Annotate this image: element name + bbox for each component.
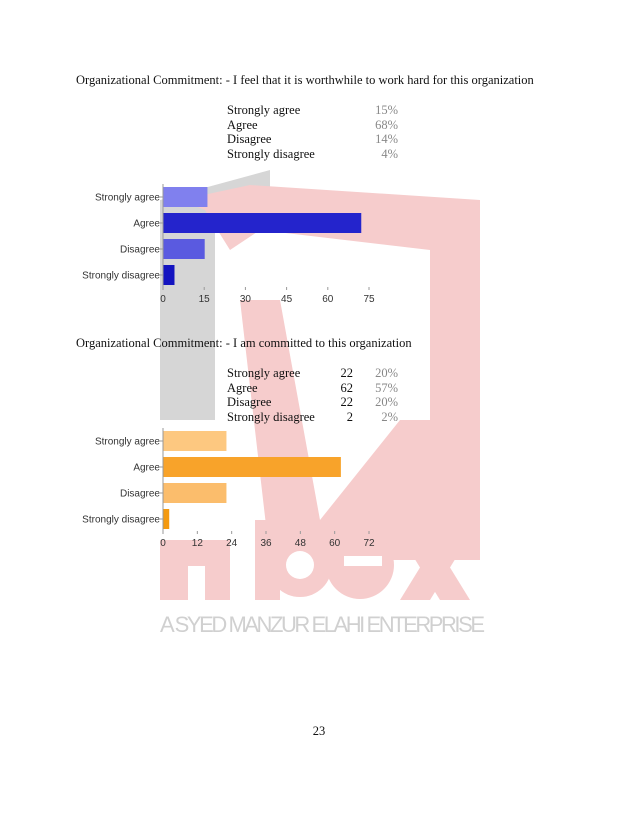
- apex-tagline: A SYED MANZUR ELAHI ENTERPRISE: [160, 612, 485, 637]
- bar: [164, 265, 175, 285]
- x-tick-label: 72: [363, 538, 375, 549]
- x-tick-label: 60: [322, 294, 334, 305]
- row-percent: 2%: [381, 409, 398, 424]
- x-tick-label: 75: [363, 294, 375, 305]
- bar: [164, 213, 362, 233]
- bar: [164, 509, 170, 529]
- bar: [164, 187, 208, 207]
- row-percent: 20%: [375, 395, 398, 409]
- x-tick-label: 48: [294, 538, 306, 549]
- category-label: Agree: [133, 218, 160, 230]
- row-percent: 4%: [381, 146, 398, 161]
- category-label: Strongly agree: [94, 192, 160, 204]
- category-label: Disagree: [119, 244, 160, 256]
- summary-table-1: [227, 103, 398, 161]
- row-label: Disagree: [227, 132, 272, 146]
- table-row: [227, 366, 398, 381]
- x-tick-label: 36: [260, 538, 272, 549]
- bar-chart-2: [72, 424, 382, 552]
- x-tick-label: 45: [281, 294, 293, 305]
- x-tick-label: 0: [160, 294, 166, 305]
- row-percent: 57%: [375, 380, 398, 395]
- x-tick-label: 15: [198, 294, 210, 305]
- bar-chart-1: [72, 180, 382, 308]
- row-label: Strongly disagree: [227, 409, 315, 424]
- row-label: Agree: [227, 117, 258, 132]
- table-row: [227, 410, 398, 425]
- category-label: Strongly disagree: [82, 514, 160, 526]
- row-label: Strongly agree: [227, 366, 301, 380]
- table-row: [227, 147, 398, 162]
- question-2: Organizational Commitment: - I am committed to this organization: [76, 336, 412, 350]
- row-count: 2: [346, 409, 353, 424]
- table-row: [227, 381, 398, 396]
- x-tick-label: 60: [329, 538, 341, 549]
- bar: [164, 483, 227, 503]
- page-number: 23: [312, 724, 326, 738]
- table-row: [227, 132, 398, 147]
- row-percent: 14%: [375, 132, 398, 146]
- category-label: Disagree: [119, 488, 160, 500]
- bar: [164, 457, 341, 477]
- table-row: [227, 103, 398, 118]
- row-percent: 20%: [375, 366, 398, 380]
- category-label: Agree: [133, 462, 160, 474]
- row-label: Disagree: [227, 395, 272, 409]
- row-label: Strongly agree: [227, 103, 301, 117]
- row-percent: 68%: [375, 117, 398, 132]
- bar-chart-1-svg: [72, 180, 382, 308]
- bar-chart-2-svg: [72, 424, 382, 552]
- x-tick-label: 0: [160, 538, 166, 549]
- x-tick-label: 12: [191, 538, 203, 549]
- table-row: [227, 118, 398, 133]
- bar: [164, 239, 205, 259]
- row-label: Strongly disagree: [227, 146, 315, 161]
- bar: [164, 431, 227, 451]
- row-count: 22: [340, 395, 353, 409]
- category-label: Strongly disagree: [82, 270, 160, 282]
- row-label: Agree: [227, 380, 258, 395]
- question-1: Organizational Commitment: - I feel that it is worthwhile to work hard for this organization: [76, 73, 534, 87]
- summary-table-2: [227, 366, 398, 424]
- table-row: [227, 395, 398, 410]
- category-label: Strongly agree: [94, 436, 160, 448]
- row-count: 62: [340, 380, 353, 395]
- x-tick-label: 30: [239, 294, 251, 305]
- x-tick-label: 24: [226, 538, 238, 549]
- row-count: 22: [340, 366, 353, 380]
- row-percent: 15%: [375, 103, 398, 117]
